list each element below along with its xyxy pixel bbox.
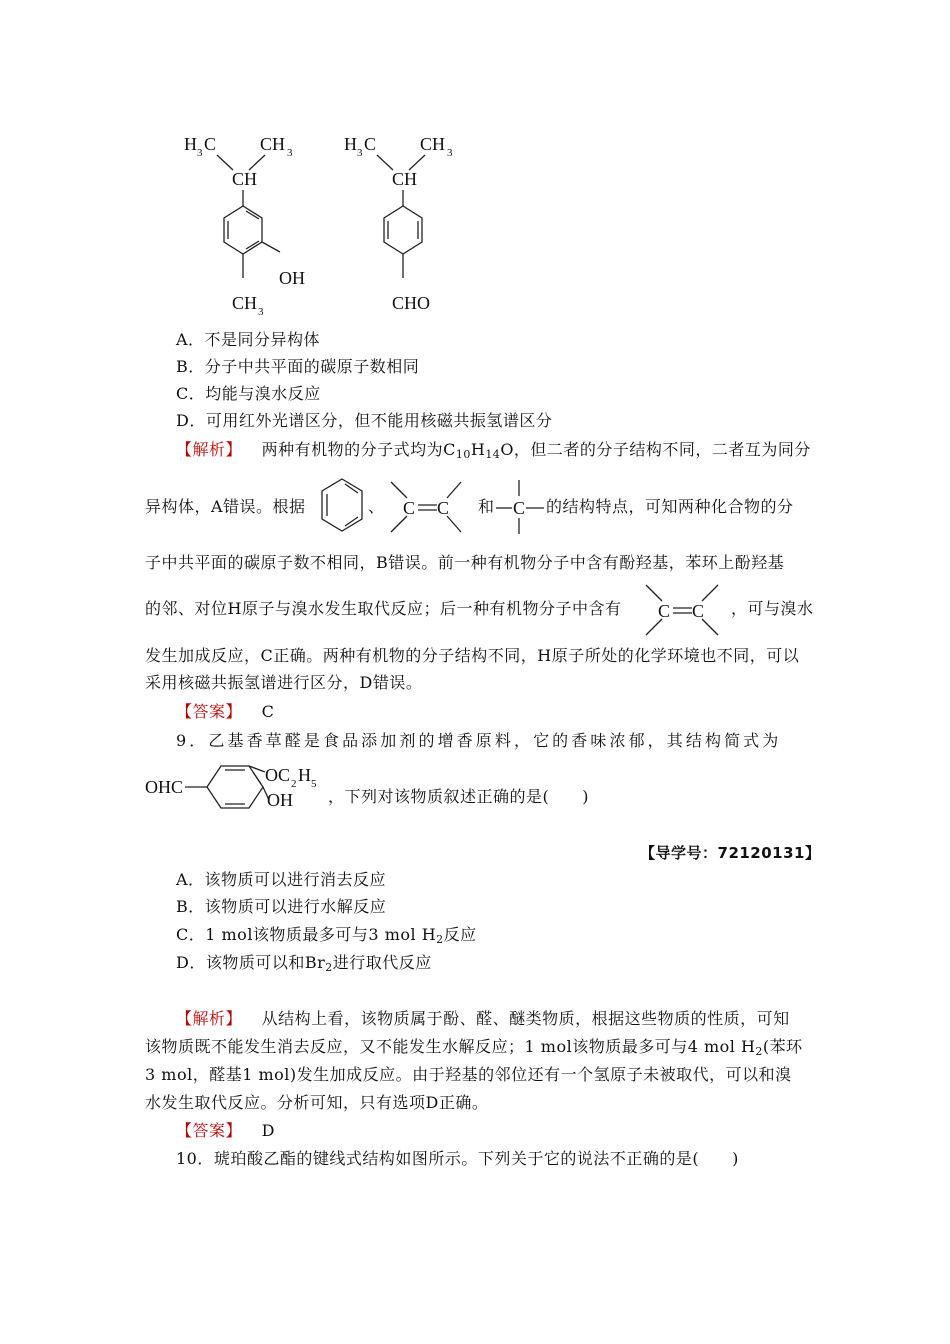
mol1-ch3-right: CH [260, 134, 286, 154]
q8-option-d: D．可用红外光谱区分，但不能用核磁共振氢谱区分 [176, 411, 553, 430]
analysis-tag: 【解析】 [176, 440, 243, 459]
q8-analysis-line6: 采用核磁共振氢谱进行区分，D错误。 [145, 673, 423, 692]
mol-oc2h5: OC [265, 765, 291, 785]
guide-number: 【导学号：72120131】 [640, 844, 821, 862]
molecule-thymol-structure [180, 128, 330, 323]
answer-value: D [261, 1121, 275, 1140]
separator-and: 和 [478, 497, 495, 516]
mol2-cho: CHO [392, 293, 431, 313]
svg-text:3: 3 [357, 147, 363, 159]
answer-value: C [261, 702, 275, 721]
analysis-tag: 【解析】 [176, 1009, 243, 1028]
mol1-h3c-h: H [184, 134, 197, 154]
q9-answer [176, 1121, 275, 1141]
svg-text:3: 3 [447, 147, 453, 159]
alkene-double-bond-icon-2 [640, 579, 724, 641]
q8-option-a: A．不是同分异构体 [176, 330, 321, 349]
q8-analysis-line4b: ，可与溴水 [731, 599, 814, 618]
alkene-double-bond-icon [385, 476, 467, 538]
mol2-ch: CH [392, 169, 418, 189]
q9-analysis-line4: 水发生取代反应。分析可知，只有选项D正确。 [145, 1093, 489, 1112]
svg-text:3: 3 [287, 147, 293, 159]
q8-analysis-line4a: 的邻、对位H原子与溴水发生取代反应；后一种有机物分子中含有 [145, 599, 622, 618]
q9-stem-line1: 9．乙基香草醛是食品添加剂的增香原料，它的香味浓郁，其结构简式为 [176, 731, 782, 750]
q9-analysis-line3: 3 mol，醛基1 mol)发生加成反应。由于羟基的邻位还有一个氢原子未被取代，可以和溴 [145, 1065, 792, 1084]
svg-text:C: C [692, 601, 705, 621]
molecule-ethyl-vanillin [143, 756, 343, 832]
q8-option-c: C．均能与溴水反应 [176, 384, 321, 403]
answer-tag: 【答案】 [176, 702, 243, 721]
mol2-h3c-h: H [344, 134, 357, 154]
svg-text:C: C [364, 134, 377, 154]
svg-text:C: C [658, 601, 671, 621]
answer-tag: 【答案】 [176, 1121, 243, 1140]
q8-analysis-line3: 子中共平面的碳原子数不相同，B错误。前一种有机物分子中含有酚羟基，苯环上酚羟基 [145, 553, 785, 572]
mol-oh: OH [267, 790, 293, 810]
separator-comma: 、 [368, 497, 385, 516]
svg-text:C: C [513, 498, 526, 518]
q8-analysis-line5: 发生加成反应，C正确。两种有机物的分子结构不同，H原子所处的化学环境也不同，可以 [145, 646, 800, 665]
svg-text:3: 3 [258, 306, 264, 318]
q9-option-a: A．该物质可以进行消去反应 [176, 870, 387, 889]
mol1-oh: OH [279, 268, 305, 288]
svg-text:C: C [403, 498, 416, 518]
mol-ohc: OHC [145, 777, 184, 797]
q8-answer [176, 702, 274, 722]
q9-option-c: C．1 mol该物质最多可与3 mol $H_2$反应 [176, 925, 477, 946]
svg-text:C: C [204, 134, 217, 154]
q8-option-b: B．分子中共平面的碳原子数相同 [176, 357, 420, 376]
q9-option-b: B．该物质可以进行水解反应 [176, 897, 387, 916]
q9-analysis-line2: 该物质既不能发生消去反应，又不能发生水解反应；1 mol该物质最多可与4 mol $H_2$(苯环 [145, 1037, 803, 1058]
svg-text:2: 2 [291, 778, 297, 790]
q8-analysis-line2a: 异构体，A错误。根据 [145, 497, 306, 516]
molecule-aldehyde-structure [340, 128, 490, 323]
benzene-ring-icon [318, 475, 366, 537]
q9-stem-line2: ，下列对该物质叙述正确的是( ) [328, 787, 589, 806]
saturated-carbon-icon [494, 476, 546, 538]
mol1-ch: CH [232, 169, 258, 189]
svg-text:5: 5 [311, 778, 317, 790]
q9-option-d: D．该物质可以和$Br_2$进行取代反应 [176, 953, 432, 974]
mol1-ch3-bottom: CH [232, 293, 258, 313]
q8-analysis-line2b: 的结构特点，可知两种化合物的分 [546, 497, 794, 516]
q8-analysis-line1: 【解析】 两种有机物的分子式均为$C_{10}H_{14}O$，但二者的分子结构不同，二者互为同分 [176, 440, 811, 461]
svg-text:C: C [437, 498, 450, 518]
svg-text:H: H [298, 765, 311, 785]
q10-stem: 10．琥珀酸乙酯的键线式结构如图所示。下列关于它的说法不正确的是( ) [176, 1149, 739, 1168]
q9-analysis-line1: 【解析】 从结构上看，该物质属于酚、醛、醚类物质，根据这些物质的性质，可知 [176, 1009, 790, 1028]
mol2-ch3-right: CH [420, 134, 446, 154]
svg-text:3: 3 [197, 147, 203, 159]
